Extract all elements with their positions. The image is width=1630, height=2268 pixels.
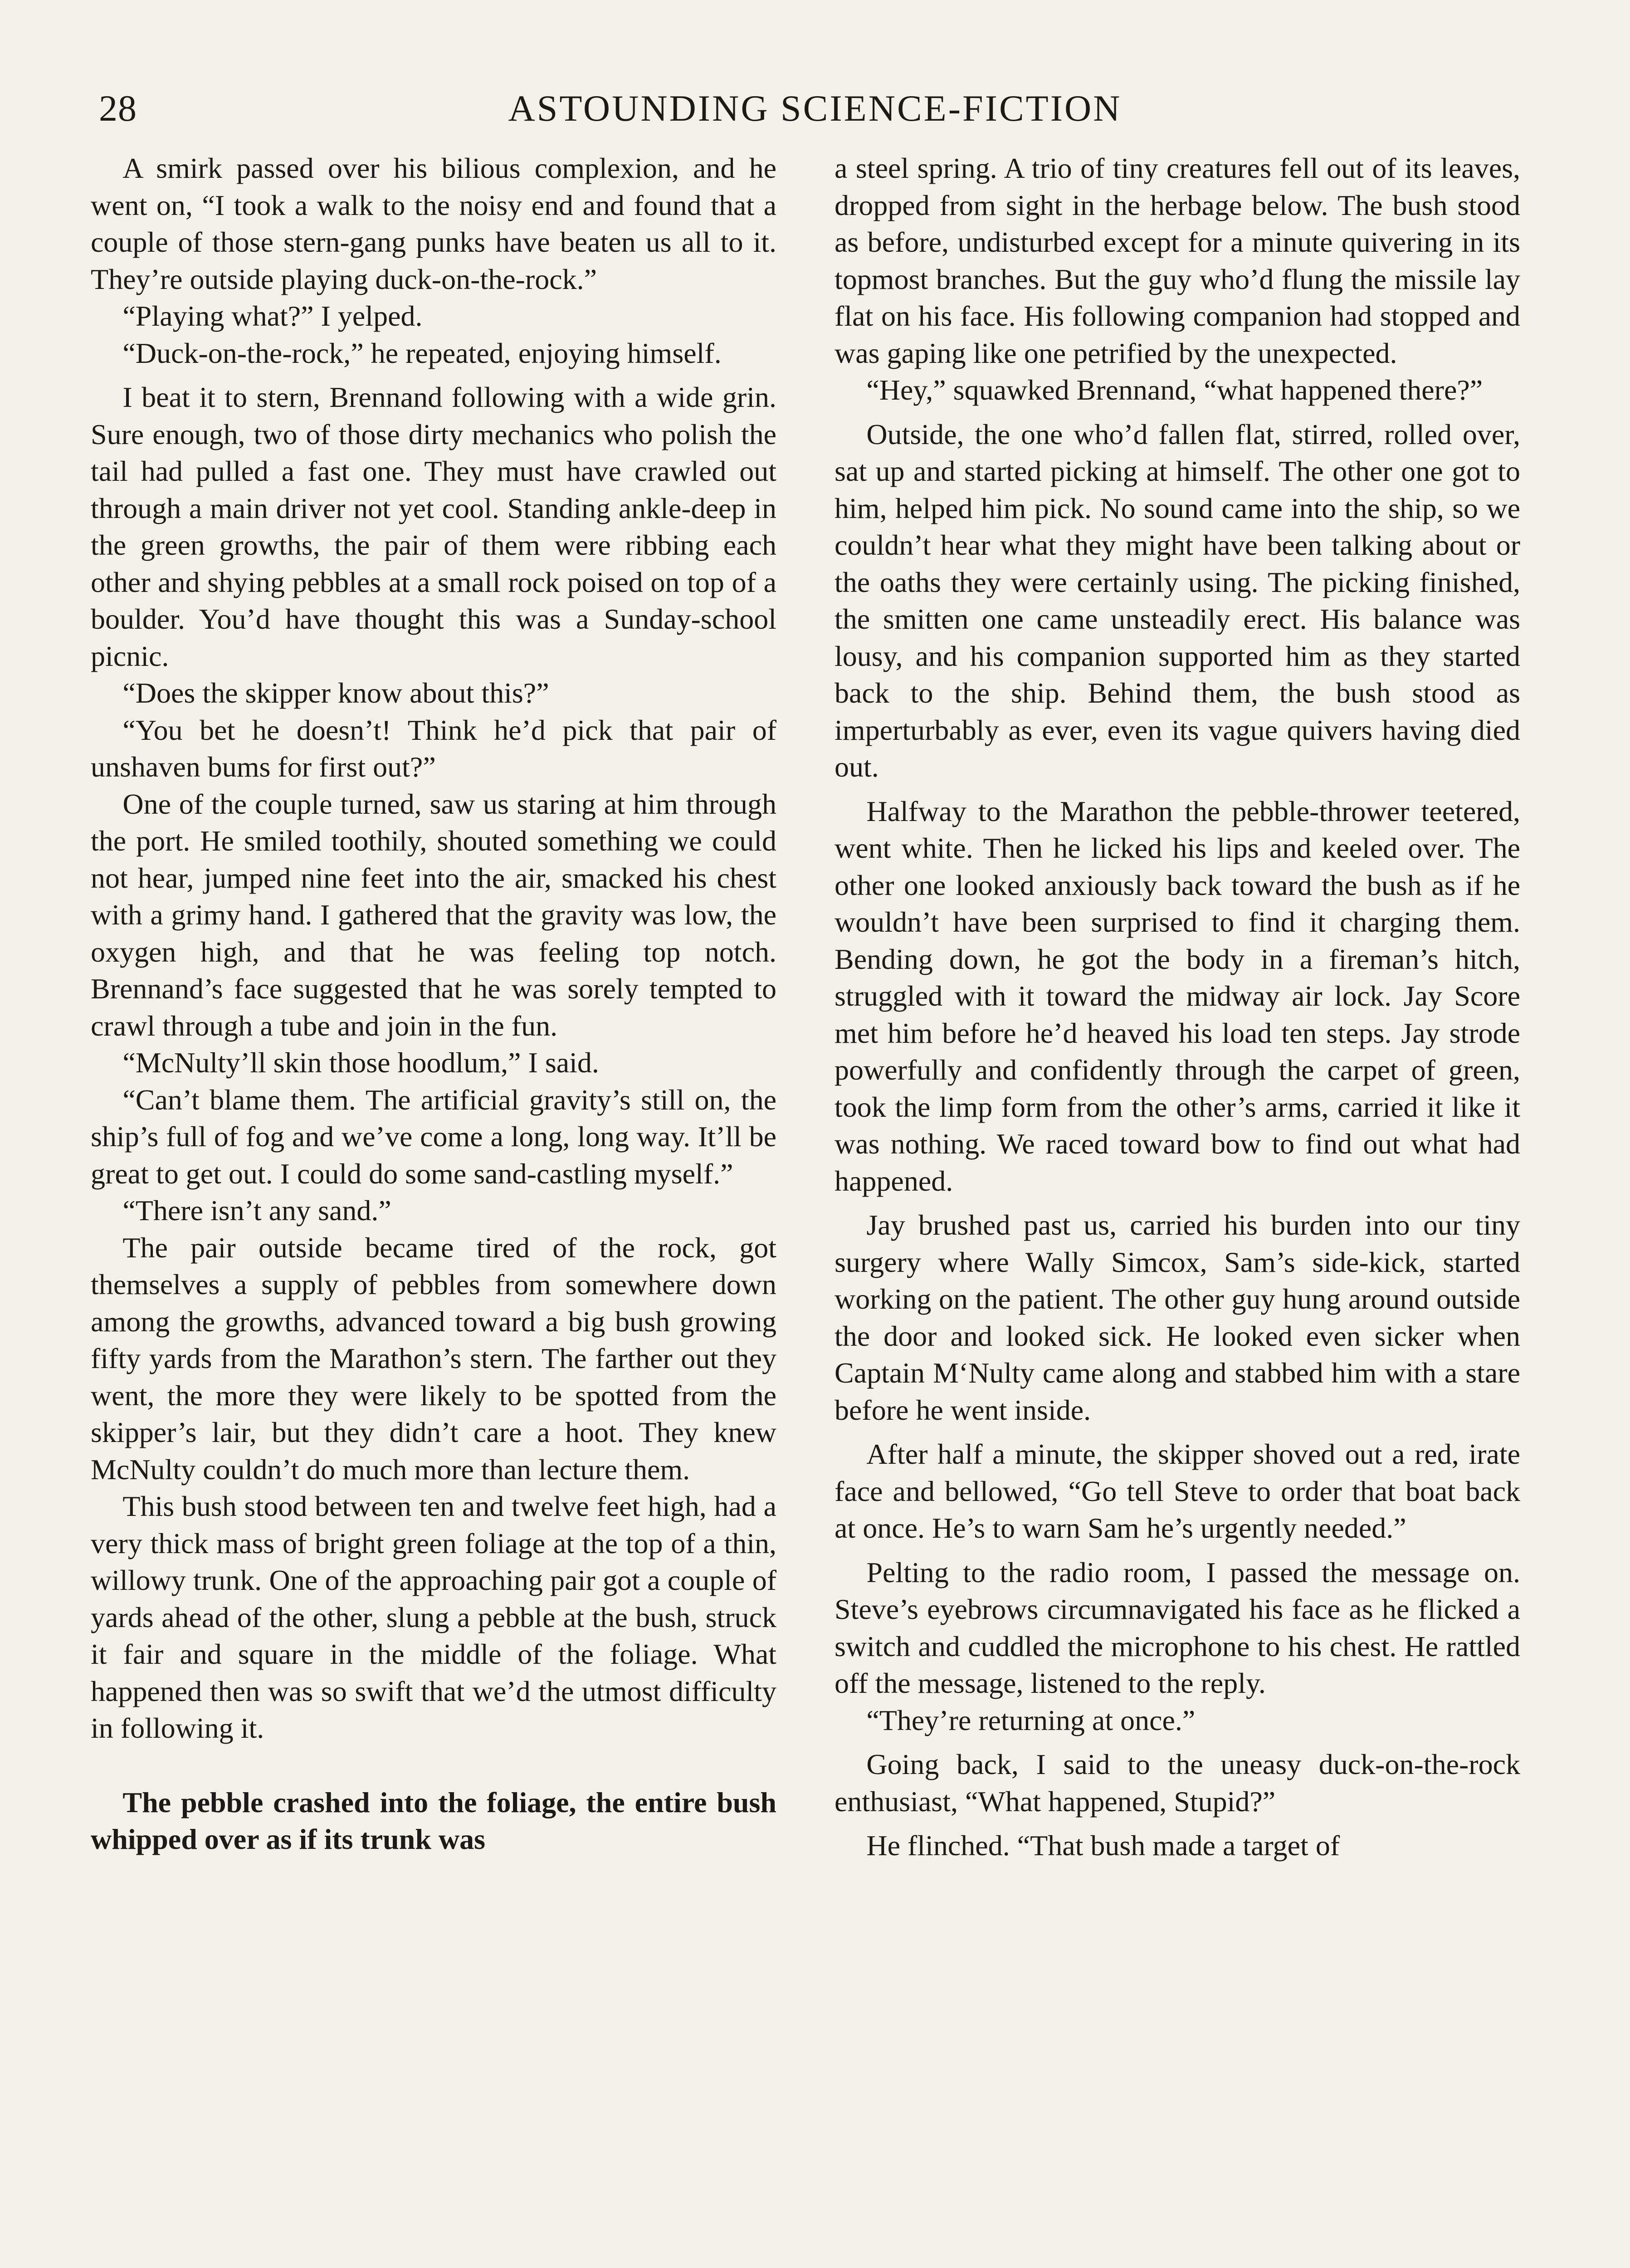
paragraph: Halfway to the Marathon the pebble-thrower teetered, went white. Then he licked his lips and keeled over. The other one looked anxiously back toward the bush as if he wouldn’t have been surprised to find it charging them. Bending down, he got the body in a fireman’s hitch, struggled with it toward the midway air lock. Jay Score met him before he’d heaved his load ten steps. Jay strode powerfully and confidently through the carpet of green, took the limp form from the other’s arms, carried it like it was nothing. We raced toward bow to find out what had happened. <box>835 795 1520 1197</box>
paragraph: One of the couple turned, saw us staring at him through the port. He smiled toothily, shouted something we could not hear, jumped nine feet into the air, smacked his chest with a grimy hand. I gathered that the gravity was low, the oxygen high, and that he was feeling top notch. Brennand’s face suggested that he was sorely tempted to crawl through a tube and join in the fun. <box>91 787 776 1042</box>
paragraph: He flinched. “That bush made a target of <box>866 1829 1340 1862</box>
page-number: 28 <box>99 88 137 129</box>
paragraph: “Duck-on-the-rock,” he repeated, enjoying himself. <box>122 337 722 369</box>
paragraph: “Does the skipper know about this?” <box>122 677 549 709</box>
paragraph: The pair outside became tired of the rock, got themselves a supply of pebbles from somewhere down among the growths, advanced toward a big bush growing fifty yards from the Marathon’s stern. The farther out they went, the more they were likely to be spotted from the skipper’s lair, but they didn’t care a hoot. They knew McNulty couldn’t do much more than lecture them. <box>91 1231 776 1486</box>
right-column <box>835 150 1520 1864</box>
paragraph: “Playing what?” I yelped. <box>122 300 423 332</box>
paragraph: “There isn’t any sand.” <box>122 1194 391 1227</box>
paragraph: a steel spring. A trio of tiny creatures fell out of its leaves, dropped from sight in the herbage below. The bush stood as before, undisturbed except for a minute quivering in its topmost branches. But the guy who’d flung the missile lay flat on his face. His following companion had stopped and was gaping like one petrified by the unexpected. <box>835 152 1520 369</box>
paragraph: “You bet he doesn’t! Think he’d pick that pair of unshaven bums for first out?” <box>91 714 776 783</box>
paragraph: “Hey,” squawked Brennand, “what happened there?” <box>866 374 1483 406</box>
left-column <box>91 150 776 1858</box>
paragraph: The pebble crashed into the foliage, the entire bush whipped over as if its trunk was <box>91 1786 776 1855</box>
paragraph: “They’re returning at once.” <box>866 1704 1196 1736</box>
paragraph: Outside, the one who’d fallen flat, stirred, rolled over, sat up and started picking at himself. The other one got to him, helped him pick. No sound came into the ship, so we couldn’t hear what they might have been talking about or the oaths they were certainly using. The picking finished, the smitten one came unsteadily erect. His balance was lousy, and his companion supported him as they started back to the ship. Behind them, the bush stood as imperturbably as ever, even its vague quivers having died out. <box>835 418 1520 783</box>
paragraph: A smirk passed over his bilious complexion, and he went on, “I took a walk to the noisy end and found that a couple of those stern-gang punks have beaten us all to it. They’re outside playing duck-on-the-rock.” <box>91 152 776 295</box>
paragraph: “Can’t blame them. The artificial gravity’s still on, the ship’s full of fog and we’ve come a long, long way. It’ll be great to get out. I could do some sand-castling myself.” <box>91 1083 776 1190</box>
paragraph: Pelting to the radio room, I passed the message on. Steve’s eyebrows circumnavigated his face as he flicked a switch and cuddled the microphone to his chest. He rattled off the message, listened to the reply. <box>835 1556 1520 1699</box>
paragraph: This bush stood between ten and twelve feet high, had a very thick mass of bright green foliage at the top of a thin, willowy trunk. One of the approaching pair got a couple of yards ahead of the other, slung a pebble at the bush, struck it fair and square in the middle of the foliage. What happened then was so swift that we’d the utmost difficulty in following it. <box>91 1490 776 1744</box>
paragraph: Going back, I said to the uneasy duck-on-the-rock enthusiast, “What happened, Stupid?” <box>835 1748 1520 1818</box>
paragraph: “McNulty’ll skin those hoodlum,” I said. <box>122 1046 599 1079</box>
paragraph: After half a minute, the skipper shoved out a red, irate face and bellowed, “Go tell Steve to order that boat back at once. He’s to warn Sam he’s urgently needed.” <box>835 1438 1520 1544</box>
paragraph: I beat it to stern, Brennand following with a wide grin. Sure enough, two of those dirty mechanics who polish the tail had pulled a fast one. They must have crawled out through a main driver not yet cool. Standing ankle-deep in the green growths, the pair of them were ribbing each other and shying pebbles at a small rock poised on top of a boulder. You’d have thought this was a Sunday-school picnic. <box>91 381 776 672</box>
running-title: ASTOUNDING SCIENCE-FICTION <box>508 88 1122 129</box>
paragraph: Jay brushed past us, carried his burden into our tiny surgery where Wally Simcox, Sam’s side-kick, started working on the patient. The other guy hung around outside the door and looked sick. He looked even sicker when Captain M‘Nulty came along and stabbed him with a stare before he went inside. <box>835 1209 1520 1426</box>
